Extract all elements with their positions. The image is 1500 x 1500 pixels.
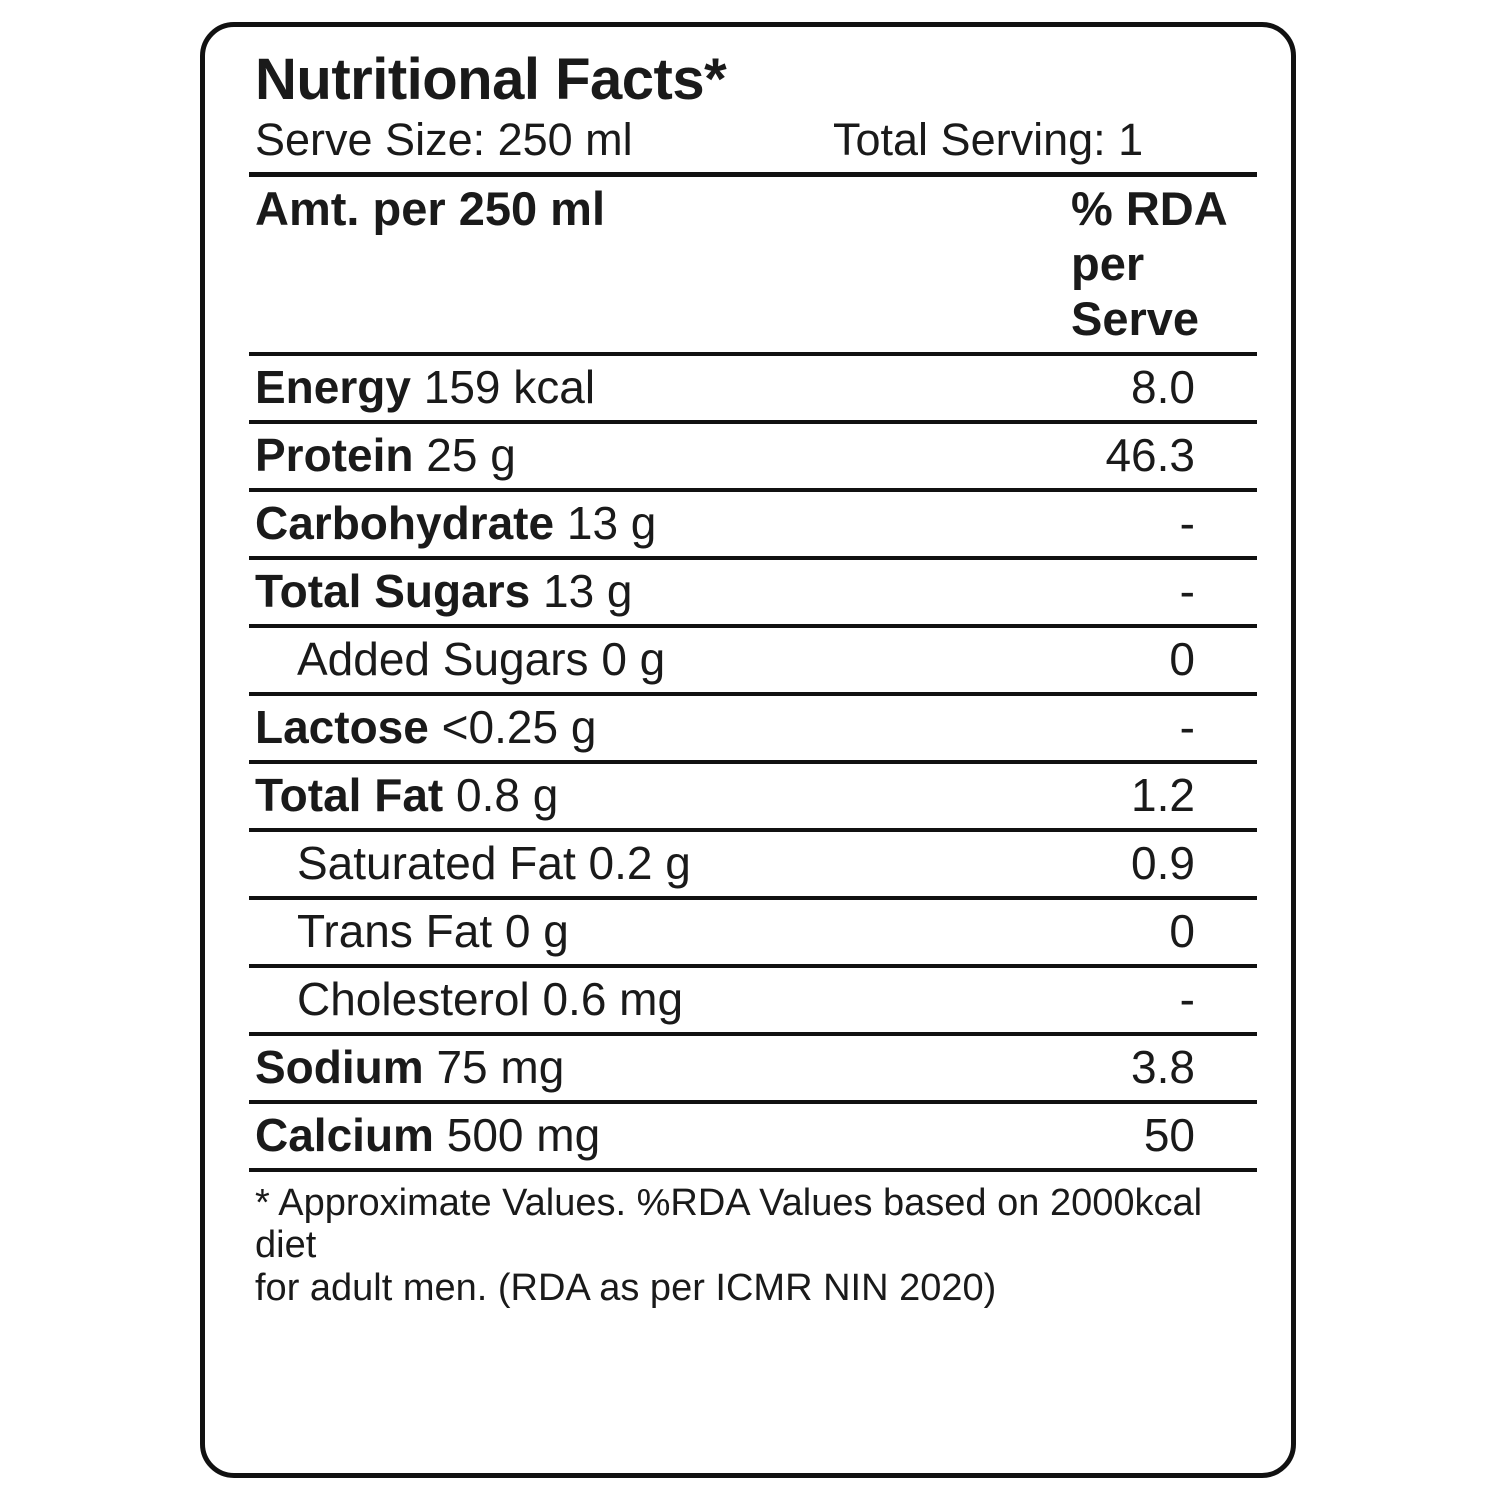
nutrient-name-bold: Protein	[255, 428, 414, 481]
nutrient-name-bold: Total Sugars	[255, 564, 531, 617]
nutrient-rda-value: -	[895, 966, 1257, 1034]
serving-info	[249, 114, 1279, 172]
nutrient-name-bold: Calcium	[255, 1108, 434, 1161]
table-row	[249, 422, 1257, 490]
nutrient-amount: 159 kcal	[423, 360, 596, 413]
nutrient-name-cell	[249, 354, 895, 422]
table-row	[249, 762, 1257, 830]
table-row	[249, 626, 1257, 694]
nutrition-facts-panel	[200, 22, 1296, 1478]
nutrient-name-cell	[249, 830, 895, 898]
nutrient-rda-value: 8.0	[895, 354, 1257, 422]
nutrient-rda-value: -	[895, 490, 1257, 558]
nutrient-amount: 0.8 g	[456, 768, 559, 821]
column-header-amount: Amt. per 250 ml	[249, 174, 895, 354]
nutrient-name-bold: Total Fat	[255, 768, 444, 821]
nutrient-name-cell	[249, 626, 895, 694]
nutrition-table	[249, 172, 1257, 1316]
nutrient-amount: 13 g	[566, 496, 657, 549]
nutrient-amount: Trans Fat 0 g	[297, 904, 569, 957]
nutrient-amount: <0.25 g	[441, 700, 597, 753]
table-row	[249, 830, 1257, 898]
nutrient-name-bold: Carbohydrate	[255, 496, 555, 549]
nutrient-amount: 500 mg	[446, 1108, 601, 1161]
table-row	[249, 1034, 1257, 1102]
nutrient-name-cell	[249, 490, 895, 558]
nutrient-name-cell	[249, 1034, 895, 1102]
nutrient-amount: Saturated Fat 0.2 g	[297, 836, 691, 889]
nutrient-rda-value: 50	[895, 1102, 1257, 1170]
nutrient-rda-value: 46.3	[895, 422, 1257, 490]
nutrient-name-cell	[249, 898, 895, 966]
page-title: Nutritional Facts*	[255, 47, 727, 112]
table-row	[249, 966, 1257, 1034]
footnote-row	[249, 1170, 1257, 1316]
table-row	[249, 898, 1257, 966]
nutrient-rda-value: 1.2	[895, 762, 1257, 830]
nutrient-name-cell	[249, 558, 895, 626]
nutrient-name-bold: Sodium	[255, 1040, 424, 1093]
serve-size-text: Serve Size: 250 ml	[255, 113, 633, 165]
nutrient-amount: 13 g	[542, 564, 633, 617]
nutrient-amount: Added Sugars 0 g	[297, 632, 666, 685]
nutrition-facts-content	[249, 49, 1279, 1461]
nutrient-rda-value: 0	[895, 626, 1257, 694]
nutrient-name-cell	[249, 694, 895, 762]
nutrient-name-bold: Energy	[255, 360, 411, 413]
total-serving-text: Total Serving: 1	[833, 113, 1144, 165]
nutrient-name-cell	[249, 966, 895, 1034]
footnote-cell	[249, 1170, 1257, 1316]
table-header-row	[249, 174, 1257, 354]
table-row	[249, 490, 1257, 558]
table-row	[249, 694, 1257, 762]
table-row	[249, 354, 1257, 422]
nutrient-rda-value: 0.9	[895, 830, 1257, 898]
nutrient-name-cell	[249, 1102, 895, 1170]
nutrient-rda-value: 3.8	[895, 1034, 1257, 1102]
nutrient-amount: 25 g	[426, 428, 516, 481]
nutrient-amount: 75 mg	[436, 1040, 565, 1093]
nutrient-rda-value: 0	[895, 898, 1257, 966]
nutrient-name-cell	[249, 762, 895, 830]
footnote-line-2: for adult men. (RDA as per ICMR NIN 2020)	[255, 1266, 997, 1309]
footnote-line-1: * Approximate Values. %RDA Values based on 2000kcal diet	[255, 1181, 1203, 1267]
nutrient-amount: Cholesterol 0.6 mg	[297, 972, 684, 1025]
nutrient-rda-value: -	[895, 558, 1257, 626]
nutrient-name-cell	[249, 422, 895, 490]
table-row	[249, 1102, 1257, 1170]
table-row	[249, 558, 1257, 626]
nutrient-rda-value: -	[895, 694, 1257, 762]
nutrient-name-bold: Lactose	[255, 700, 429, 753]
column-header-rda: % RDA per Serve	[895, 174, 1257, 354]
nutrition-table-body	[249, 174, 1257, 1315]
